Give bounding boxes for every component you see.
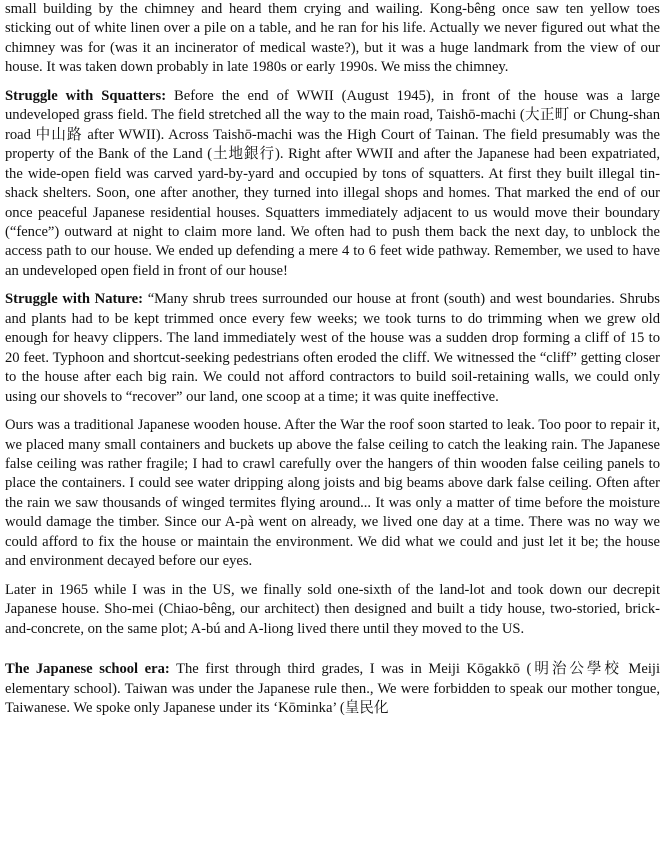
paragraph-text: “Many shrub trees surrounded our house at front (south) and west boundaries. Shrubs and plants had to be kept trimmed once every few weeks; we took turns to do trimming when we grew old enough for heavy clippers. The land immediately west of the house was a sudden drop forming a cliff of 15 to 20 feet. Typhoon and shortcut-seeking pedestrians often eroded the cliff. We witnessed the “cliff” getting closer to the house after each big rain. We could not afford contractors to build soil-retaining walls, we could only using our shovels to “recover” our land, one scoop at a time; it was quite ineffective. [5,291,660,405]
paragraph-text: small building by the chimney and heard them crying and wailing. Kong-bêng once saw ten yellow toes sticking out of white linen over a pile on a table, and he ran for his life. Actually we never figured out what the chimney was for (was it an incinerator of medical waste?), but it was a huge landmark from the view of our house. It was taken down probably in late 1980s or early 1990s. We miss the chimney. [5,1,660,76]
paragraph-japanese-school [5,660,660,718]
section-heading-squatters: Struggle with Squatters: [5,87,167,104]
paragraph-squatters [5,87,660,282]
paragraph-text: Ours was a traditional Japanese wooden house. After the War the roof soon started to leak. Too poor to repair it, we placed many small containers and buckets up above the false ceiling to catch the leaking rain. The Japanese false ceiling was rather fragile; I had to crawl carefully over the hangers of thin wooden false ceiling panels to place the containers. I could see water dripping along joists and big beams above dark false ceiling. Often after the rain we saw thousands of winged termites flying around... It was only a matter of time before the moisture would damage the timber. Since our A-pà went on already, we lived one day at a time. There was no way we could afford to fix the house or maintain the environment. We did what we could and just let it be; the house and environment decayed before our eyes. [5,417,660,570]
section-heading-nature: Struggle with Nature: [5,291,144,308]
paragraph-wooden-house [5,416,660,572]
paragraph-land-sale [5,581,660,639]
paragraph-text: Before the end of WWII (August 1945), in front of the house was a large undeveloped grass field. The field stretched all the way to the main road, Taishō-machi (大正町 or Chung-shan road 中山路 after WWII). Across Taishō-machi was the High Court of Tainan. The field presumably was the property of the Bank of the Land (土地銀行). Right after WWII and after the Japanese had been expatriated, the wide-open field was carved yard-by-yard and occupied by tons of squatters. At first they built illegal tin-shack shelters. Soon, one after another, they turned into illegal shops and homes. That marked the end of our once peaceful Japanese residential houses. Squatters immediately adjacent to us would move their boundary (“fence”) outward at night to claim more land. We often had to push them back the next day, to unblock the access path to our house. We ended up defending a mere 4 to 6 feet wide pathway. Remember, we used to have an undeveloped open field in front of our house! [5,87,660,279]
paragraph-nature [5,290,660,407]
paragraph-text: The first through third grades, I was in Meiji Kōgakkō (明治公學校 Meiji elementary school). Taiwan was under the Japanese rule then., We were forbidden to speak our mother tongue, Taiwanese. We spoke only Japanese under its ‘Kōminka’ (皇民化 [5,661,660,716]
section-heading-japanese-school: The Japanese school era: [5,661,170,678]
document-page [5,0,660,718]
paragraph-text: Later in 1965 while I was in the US, we finally sold one-sixth of the land-lot and took down our decrepit Japanese house. Sho-mei (Chiao-bêng, our architect) then designed and built a tidy house, two-storied, brick-and-concrete, on the same plot; A-bú and A-liong lived there until they moved to the US. [5,581,660,637]
paragraph-chimney [5,0,660,78]
